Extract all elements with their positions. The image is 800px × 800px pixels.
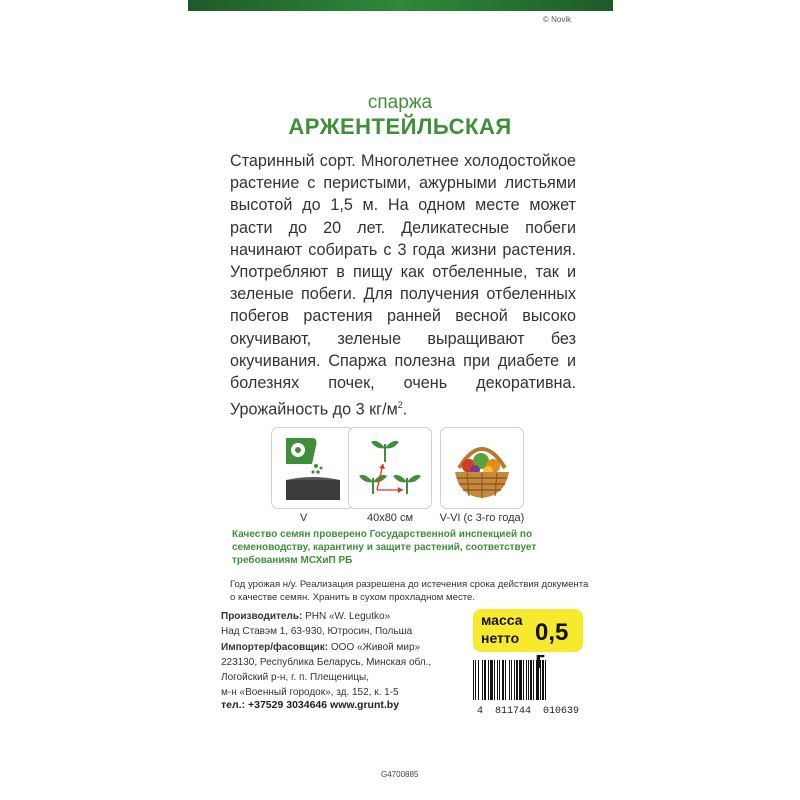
- barcode-bar: [540, 660, 541, 700]
- importer-address-2: Логойский р-н, г. п. Плещеницы,: [221, 672, 370, 684]
- producer-line: [221, 609, 471, 624]
- harvest-caption: V-VI (с 3-го года): [439, 512, 525, 524]
- description-body: Старинный сорт. Многолетнее холодостойкое растение с перистыми, ажурными листьями высотой до 1,5 м. На одном месте может расти до 20 лет. Деликатесные побеги начинают собирать с 3 года жизни растения. Употребляют в пищу как отбеленные, так и зеленые побеги. Для получения отбеленных побегов растения ранней весной высоко окучивают, зеленые выращивают без окучивания. Спаржа полезна при диабете и болезнях почек, очень декоративна. Урожайность до 3 кг/м: [230, 152, 576, 419]
- importer-value: ООО «Живой мир»: [330, 641, 421, 653]
- copyright-text: © Novik: [543, 15, 572, 24]
- description-superscript: 2: [397, 400, 403, 411]
- harvest-storage-note: Год урожая н/у. Реализация разрешена до истечения срока действия документа о качестве семян. Хранить в сухом прохладном месте.: [230, 579, 589, 603]
- barcode-bar: [488, 660, 489, 700]
- barcode-bar: [533, 660, 534, 700]
- barcode-bar: [530, 660, 532, 700]
- producer-label: Производитель:: [221, 611, 303, 622]
- top-green-bar: [188, 0, 613, 11]
- barcode: [470, 660, 586, 717]
- barcode-bar: [514, 660, 515, 700]
- producer-importer-info: [221, 609, 471, 701]
- variety-name: АРЖЕНТЕЙЛЬСКАЯ: [288, 114, 512, 139]
- description-text: [230, 150, 576, 421]
- barcode-bar: [482, 660, 483, 700]
- spacing-icon: [349, 428, 431, 508]
- barcode-bar: [545, 660, 546, 700]
- barcode-bar: [528, 660, 529, 700]
- barcode-bar: [536, 660, 539, 700]
- barcode-bar: [505, 660, 506, 700]
- barcode-bar: [526, 660, 527, 700]
- barcode-bar: [490, 660, 493, 700]
- contact-line: тел.: +37529 3034646 www.grunt.by: [221, 699, 400, 711]
- importer-label: Импортер/фасовщик:: [221, 641, 329, 653]
- barcode-bar: [509, 660, 510, 700]
- barcode-bar: [502, 660, 504, 700]
- barcode-bar: [494, 660, 495, 700]
- barcode-bar: [542, 660, 544, 700]
- producer-address: Над Ставэм 1, 63-930, Ютросин, Польша: [221, 626, 413, 638]
- barcode-bar: [497, 660, 498, 700]
- product-code: G4700885: [381, 770, 419, 779]
- mass-label-line1: масса: [481, 612, 523, 628]
- spacing-caption: 40x80 см: [366, 512, 414, 524]
- harvest-basket-icon: [441, 428, 523, 508]
- barcode-bar: [523, 660, 524, 700]
- barcode-bar: [516, 660, 518, 700]
- sowing-caption: V: [300, 512, 308, 524]
- barcode-bar: [473, 660, 474, 700]
- sowing-icon: [272, 428, 354, 508]
- producer-value: PHN «W. Legutko»: [305, 611, 391, 622]
- importer-address-3: м-н «Военный городок», зд. 152, к. 1-5: [221, 687, 399, 699]
- barcode-bars: [470, 660, 586, 700]
- barcode-bar: [475, 660, 476, 700]
- barcode-bar: [478, 660, 479, 700]
- quality-note: Качество семян проверено Государственной инспекцией по семеноводству, карантину и защите растений, соответствует требованиям МСХиП РБ: [232, 529, 537, 566]
- barcode-bar: [499, 660, 500, 700]
- mass-label-line2: нетто: [481, 630, 520, 646]
- sowing-icon-box: [271, 427, 355, 509]
- harvest-icon-box: [440, 427, 524, 509]
- importer-line: [221, 640, 471, 655]
- barcode-digits: 4 811744 010639: [476, 706, 580, 717]
- species-name: спаржа: [367, 92, 433, 113]
- barcode-bar: [484, 660, 486, 700]
- net-mass-badge: [473, 609, 583, 652]
- mass-value: 0,5: [535, 619, 569, 646]
- barcode-bar: [519, 660, 522, 700]
- importer-address-1: 223130, Республика Беларусь, Минская обл.,: [221, 656, 432, 668]
- spacing-icon-box: [348, 427, 432, 509]
- description-end: .: [402, 400, 408, 419]
- barcode-bar: [511, 660, 512, 700]
